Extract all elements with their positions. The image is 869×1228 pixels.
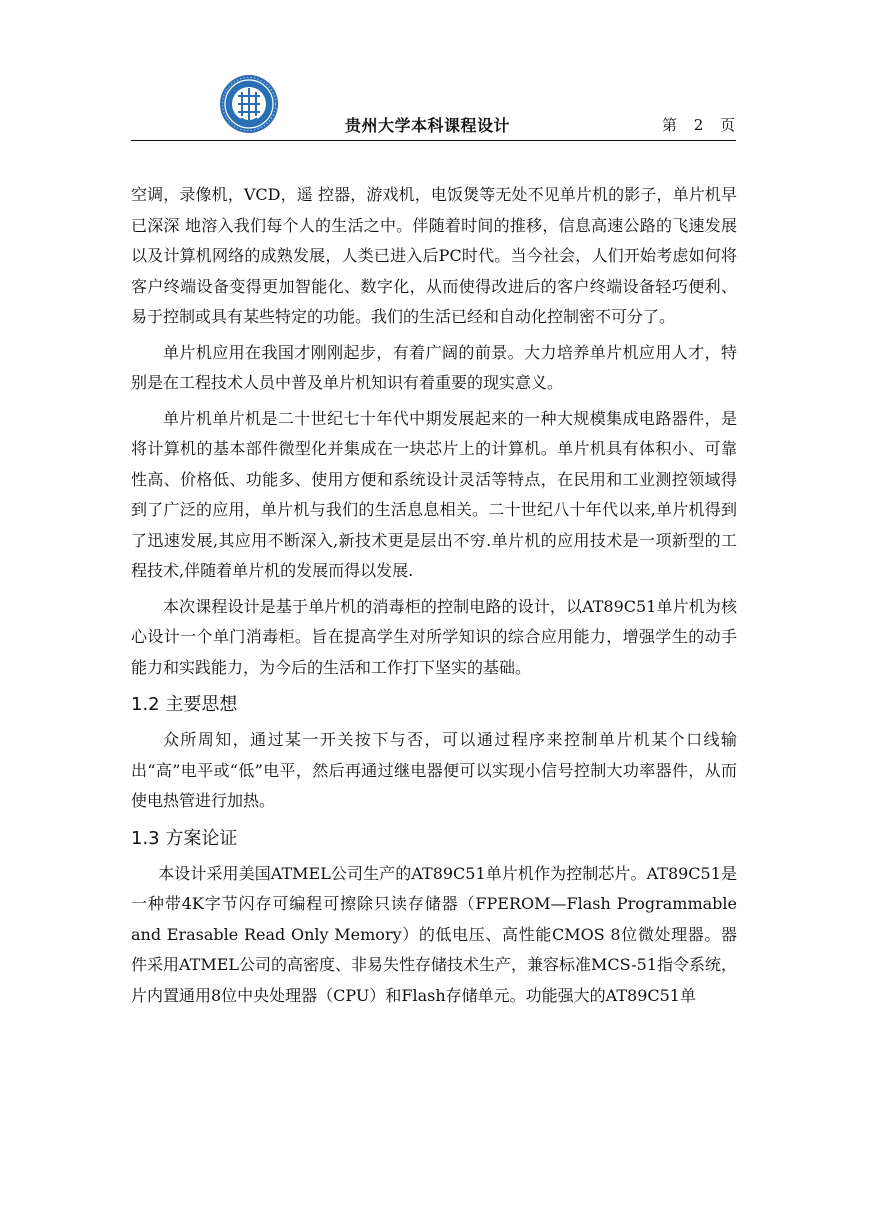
university-seal-icon: [219, 74, 279, 134]
paragraph-3: 单片机单片机是二十世纪七十年代中期发展起来的一种大规模集成电路器件，是将计算机的基本部件微型化并集成在一块芯片上的计算机。单片机具有体积小、可靠性高、价格低、功能多、使用方便和系统设计灵活等特点，在民用和工业测控领域得到了广泛的应用，单片机与我们的生活息息相关。二十世纪八十年代以来,单片机得到了迅速发展,其应用不断深入,新技术更是层出不穷.单片机的应用技术是一项新型的工程技术,伴随着单片机的发展而得以发展.: [131, 408, 737, 580]
page-label-suffix: 页: [720, 116, 736, 134]
section-heading-1-2: 1.2 主要思想: [131, 694, 238, 715]
body-content: [131, 180, 737, 1011]
header-divider: [131, 140, 736, 141]
paragraph-6: 本设计采用美国ATMEL公司生产的AT89C51单片机作为控制芯片。AT89C51是一种带4K字节闪存可编程可擦除只读存储器（FPEROM—Flash Programmable and Erasable Read Only Memory）的低电压、高性能CMOS 8位微处理器。器件采用ATMEL公司的高密度、非易失性存储技术生产，兼容标准MCS-51指令系统，片内置通用8位中央处理器（CPU）和Flash存储单元。功能强大的AT89C51单: [131, 863, 737, 1005]
paragraph-2: 单片机应用在我国才刚刚起步，有着广阔的前景。大力培养单片机应用人才，特别是在工程技术人员中普及单片机知识有着重要的现实意义。: [131, 342, 737, 392]
section-heading-1-3: 1.3 方案论证: [131, 827, 238, 849]
paragraph-5: 众所周知，通过某一开关按下与否，可以通过程序来控制单片机某个口线输出“高”电平或“低”电平，然后再通过继电器便可以实现小信号控制大功率器件，从而使电热管进行加热。: [131, 730, 737, 810]
paragraph-4: 本次课程设计是基于单片机的消毒柜的控制电路的设计，以AT89C51单片机为核心设计一个单门消毒柜。旨在提高学生对所学知识的综合应用能力，增强学生的动手能力和实践能力，为今后的生活和工作打下坚实的基础。: [131, 596, 737, 677]
paragraph-1: 空调，录像机，VCD，遥 控器，游戏机，电饭煲等无处不见单片机的影子，单片机早已深深 地溶入我们每个人的生活之中。伴随着时间的推移，信息高速公路的飞速发展以及计算机网络的成熟发展，人类已进入后PC时代。当今社会，人们开始考虑如何将客户终端设备变得更加智能化、数字化，从而使得改进后的客户终端设备轻巧便利、易于控制或具有某些特定的功能。我们的生活已经和自动化控制密不可分了。: [131, 185, 737, 326]
page-number: 2: [693, 116, 704, 134]
page-label-prefix: 第: [662, 116, 678, 134]
header-title: 贵州大学本科课程设计: [345, 116, 511, 135]
page-number-label: [662, 114, 735, 135]
